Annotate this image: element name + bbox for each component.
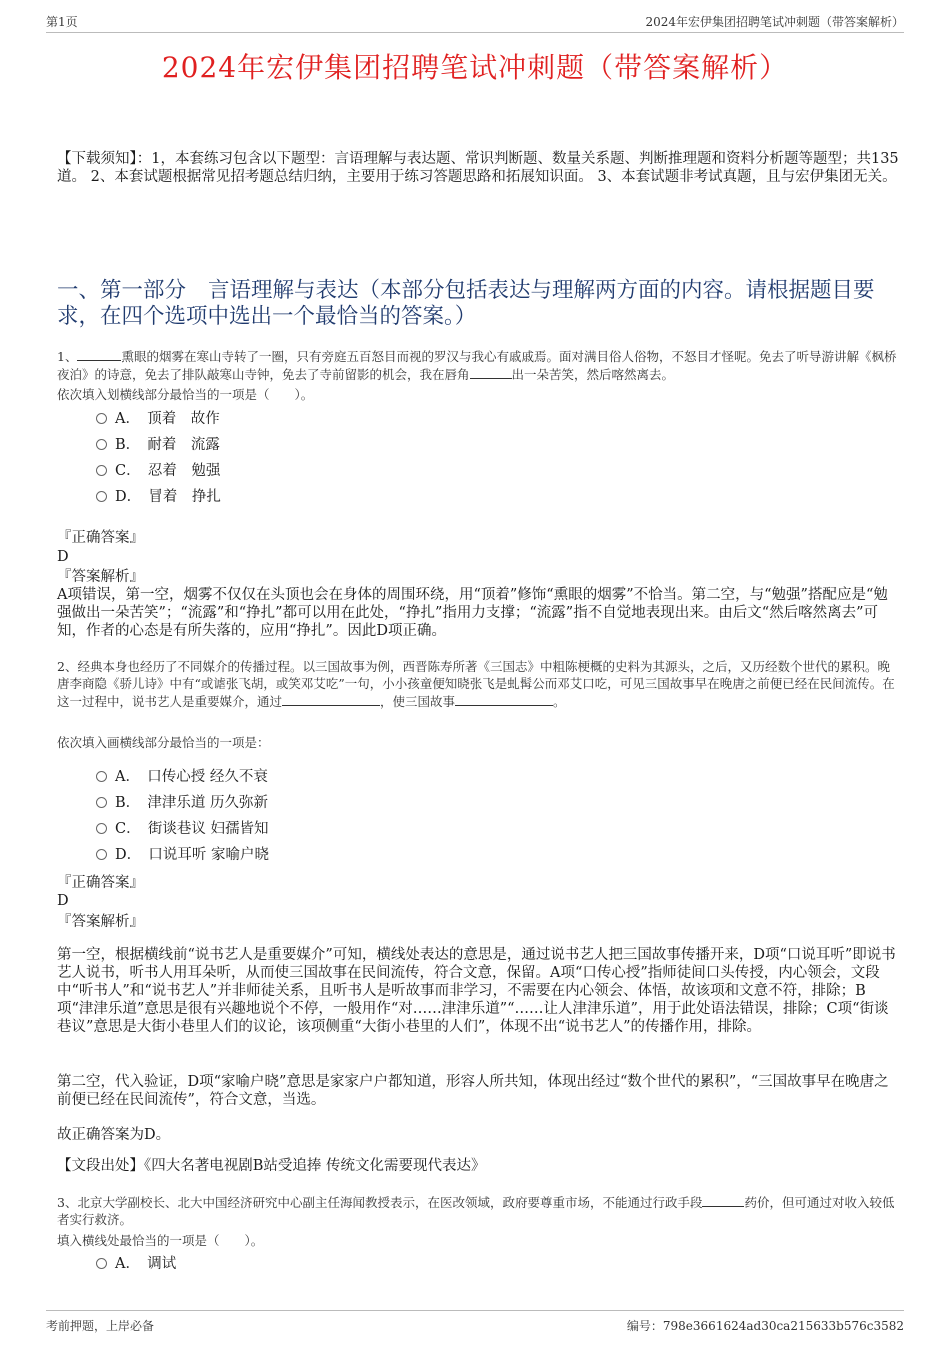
question-3-prompt: 填入横线处最恰当的一项是（ ）。 [57, 1233, 264, 1248]
question-1-text: 1、 熏眼的烟雾在寒山寺转了一圈，只有旁庭五百怒目而视的罗汉与我心有戚戚焉。面对满目俗人俗物，不怒目才怪呢。免去了听导游讲解《枫桥夜泊》的诗意，免去了排队敲寒山寺钟，免去了寺前留影的机会，我在唇角 出一朵苦笑，然后喀然离去。 [57, 349, 897, 382]
page-footer [46, 1310, 904, 1335]
download-notice: 【下载须知】：1，本套练习包含以下题型：言语理解与表达题、常识判断题、数量关系题、判断推理题和资料分析题等题型；共135道。 2、本套试题根据常见招考题总结归纳，主要用于练习答题思路和拓展知识面。 3、本套试题非考试真题，且与宏伊集团无关。 [57, 151, 899, 185]
radio-icon[interactable] [96, 491, 107, 502]
radio-icon[interactable] [96, 797, 107, 808]
q2-analysis-paragraph-1: 第一空，根据横线前“说书艺人是重要媒介”可知，横线处表达的意思是，通过说书艺人把三国故事传播开来，D项“口说耳听”即说书艺人说书，听书人用耳朵听，从而使三国故事在民间流传，符合文意，保留。A项“口传心授”指师徒间口头传授，内心领会，文段中“听书人”和“说书艺人”并非师徒关系，且听书人是听故事而非学习，不需要在内心领会、体悟，故该项和文意不符，排除；B项“津津乐道”意思是很有兴趣地说个不停，一般用作“对……津津乐道”“……让人津津乐道”，用于此处语法错误，排除；C项“街谈巷议”意思是大街小巷里人们的议论，该项侧重“大街小巷里的人们”，体现不出“说书艺人”的传播作用，排除。 [57, 947, 896, 1035]
radio-icon[interactable] [96, 1258, 107, 1269]
answer-blank [470, 365, 512, 379]
q3-option-a[interactable]: A． 调试 [96, 1255, 176, 1273]
q2-analysis-label: 『答案解析』 [57, 914, 144, 930]
header-doc-title: 2024年宏伊集团招聘笔试冲刺题（带答案解析） [645, 15, 904, 29]
section-desc: 言语理解与表达（本部分包括表达与理解两方面的内容。请根据题目要求，在四个选项中选出一个最恰当的答案。） [57, 278, 875, 329]
q2-option-b[interactable]: B． 津津乐道 历久弥新 [96, 794, 268, 812]
radio-icon[interactable] [96, 823, 107, 834]
q1-option-b[interactable]: B． 耐着 流露 [96, 436, 220, 454]
footer-code: 编号：798e3661624ad30ca215633b576c3582 [626, 1319, 904, 1333]
question-2-prompt: 依次填入画横线部分最恰当的一项是： [57, 735, 270, 750]
q1-analysis: A项错误，第一空，烟雾不仅仅在头顶也会在身体的周围环绕，用“顶着”修饰“熏眼的烟雾”不恰当。第二空，与“勉强”搭配应是“勉强做出一朵苦笑”；“流露”和“挣扎”都可以用在此处，“挣扎”指用力支撑；“流露”指不自觉地表现出来。由后文“然后喀然离去”可知，作者的心态是有所失落的，应用“挣扎”。因此D项正确。 [57, 587, 888, 639]
radio-icon[interactable] [96, 465, 107, 476]
question-1-prompt: 依次填入划横线部分最恰当的一项是（ ）。 [57, 387, 314, 402]
q1-answer-label: 『正确答案』 [57, 530, 144, 546]
question-1-number: 1、 [57, 349, 78, 364]
q2-option-c[interactable]: C． 街谈巷议 妇孺皆知 [96, 820, 268, 838]
q2-source: 【文段出处】《四大名著电视剧B站受追捧 传统文化需要现代表达》 [57, 1158, 486, 1174]
question-2-text: 2、经典本身也经历了不同媒介的传播过程。以三国故事为例，西晋陈寿所著《三国志》中粗陈梗概的史料为其源头，之后，又历经数个世代的累积。晚唐李商隐《骄儿诗》中有“或谑张飞胡，或笑邓艾吃”一句，小小孩童便知晓张飞是虬髯公而邓艾口吃，可见三国故事早在晚唐之前便已经在民间流传。在这一过程中，说书艺人是重要媒介，通过 ，使三国故事 。 [57, 659, 895, 709]
q1-option-a[interactable]: A． 顶着 故作 [96, 410, 220, 428]
footer-slogan: 考前押题，上岸必备 [46, 1319, 155, 1333]
document-title: 2024年宏伊集团招聘笔试冲刺题（带答案解析） [161, 51, 789, 84]
page-number: 第1页 [46, 15, 78, 29]
question-3-text: 3、北京大学副校长、北大中国经济研究中心副主任海闻教授表示，在医改领域，政府要尊重市场，不能通过行政手段 药价，但可通过对收入较低者实行救济。 [57, 1195, 895, 1227]
radio-icon[interactable] [96, 849, 107, 860]
answer-blank [282, 692, 380, 706]
radio-icon[interactable] [96, 413, 107, 424]
q2-option-d[interactable]: D． 口说耳听 家喻户晓 [96, 846, 269, 864]
answer-blank [702, 1193, 744, 1207]
q2-answer: D [57, 893, 69, 909]
q1-answer: D [57, 549, 69, 565]
q2-analysis-paragraph-2: 第二空，代入验证，D项“家喻户晓”意思是家家户户都知道，形容人所共知，体现出经过“数个世代的累积”，“三国故事早在晚唐之前便已经在民间流传”，符合文意，当选。 [57, 1074, 889, 1108]
q2-option-a[interactable]: A． 口传心授 经久不衰 [96, 768, 268, 786]
section-part: 一、第一部分 [57, 278, 187, 303]
page-header [46, 10, 904, 33]
answer-blank [77, 347, 121, 361]
section-heading [57, 278, 902, 330]
q2-answer-label: 『正确答案』 [57, 875, 144, 891]
answer-blank [455, 692, 553, 706]
q1-option-c[interactable]: C． 忍着 勉强 [96, 462, 220, 480]
radio-icon[interactable] [96, 439, 107, 450]
radio-icon[interactable] [96, 771, 107, 782]
q1-option-d[interactable]: D． 冒着 挣扎 [96, 488, 221, 506]
q1-analysis-label: 『答案解析』 [57, 569, 144, 585]
q2-conclusion: 故正确答案为D。 [57, 1127, 171, 1143]
